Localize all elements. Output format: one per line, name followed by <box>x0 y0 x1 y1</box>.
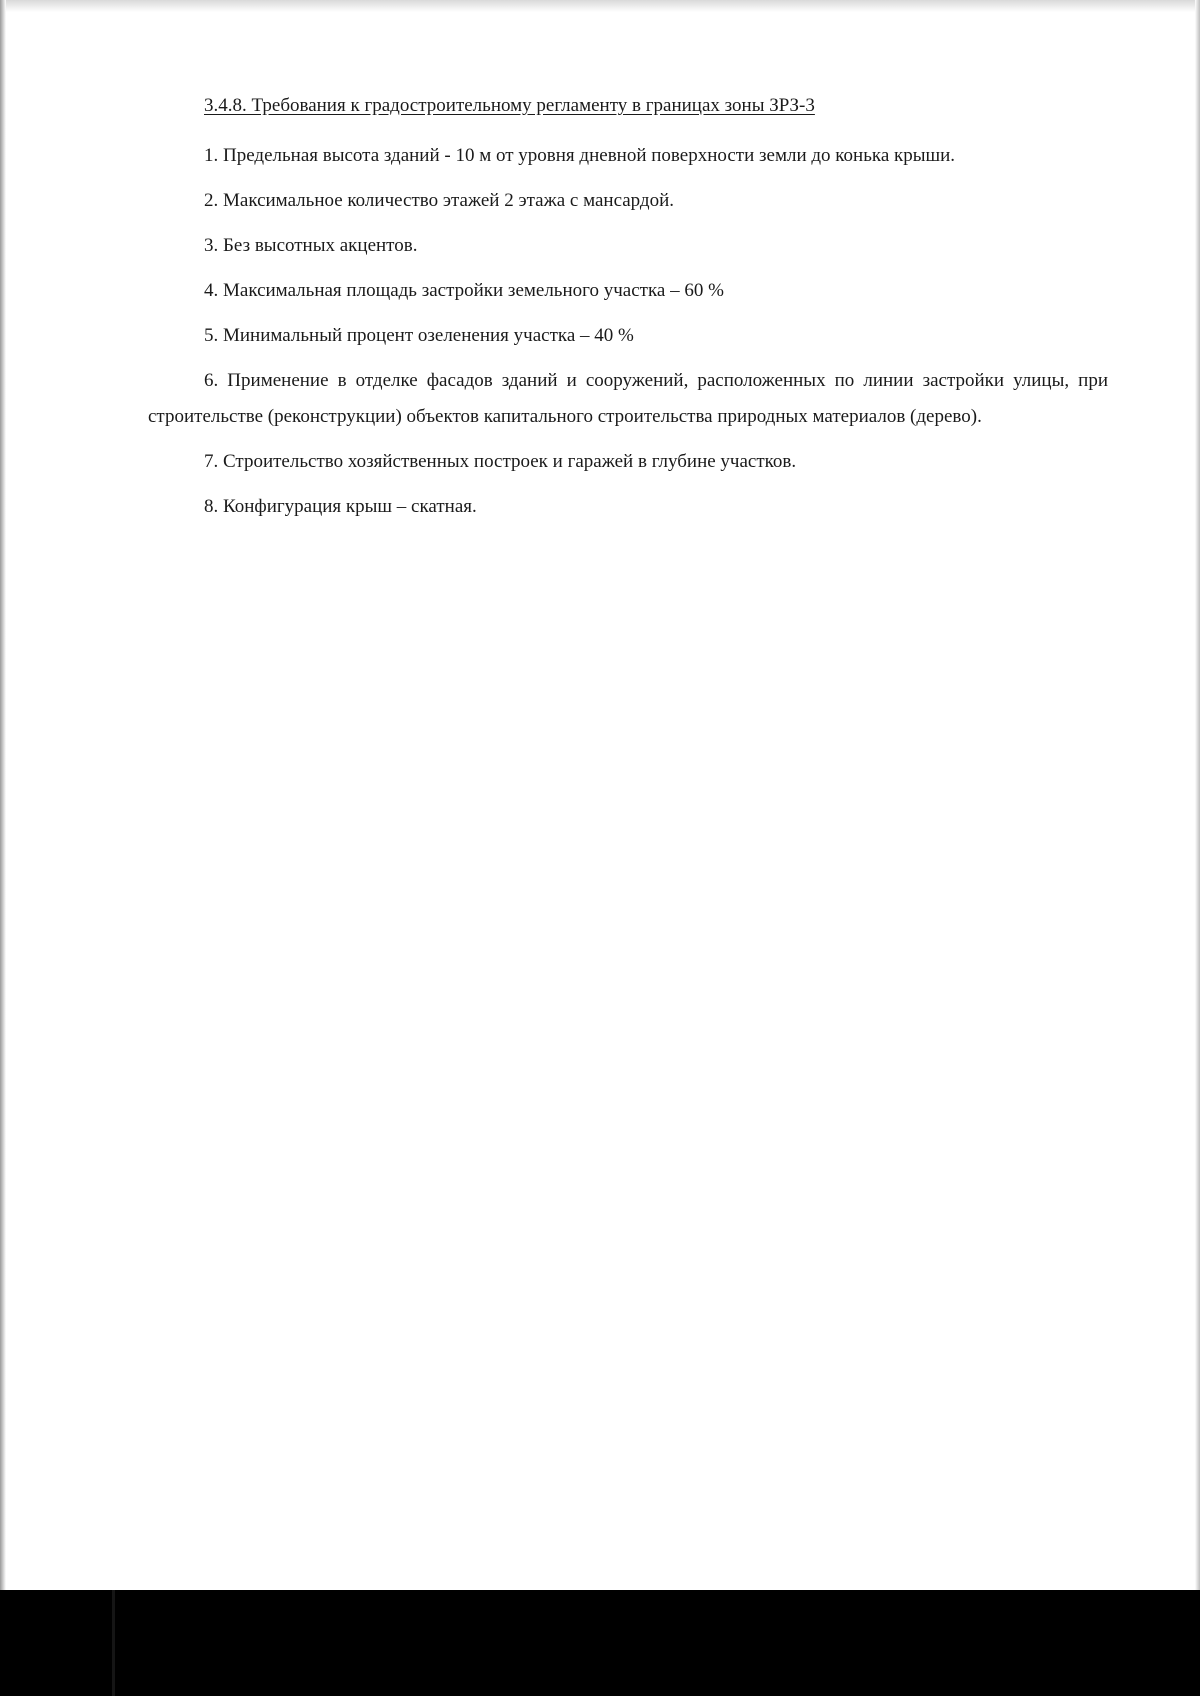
requirement-item-4: 4. Максимальная площадь застройки земельного участка – 60 % <box>204 280 724 301</box>
requirement-item-3: 3. Без высотных акцентов. <box>204 235 418 256</box>
scan-bottom-divider <box>112 1590 115 1696</box>
scan-bottom-band <box>0 1590 1200 1696</box>
requirement-item-2: 2. Максимальное количество этажей 2 этажа с мансардой. <box>204 190 675 211</box>
scan-right-edge <box>1195 0 1200 1590</box>
requirement-item-1: 1. Предельная высота зданий - 10 м от уровня дневной поверхности земли до конька крыши. <box>204 145 956 166</box>
requirement-item-5: 5. Минимальный процент озеленения участка – 40 % <box>204 325 634 346</box>
scan-top-edge <box>0 0 1200 12</box>
requirement-item-8: 8. Конфигурация крыш – скатная. <box>204 496 477 517</box>
scan-left-edge <box>0 0 6 1590</box>
document-content <box>148 88 1108 534</box>
section-heading: 3.4.8. Требования к градостроительному регламенту в границах зоны ЗРЗ-3 <box>204 95 815 116</box>
requirement-item-6: 6. Применение в отделке фасадов зданий и сооружений, расположенных по линии застройки улицы, при строительстве (реконструкции) объектов капитального строительства природных материалов (дерево). <box>148 370 1108 427</box>
requirement-item-7: 7. Строительство хозяйственных построек и гаражей в глубине участков. <box>204 451 797 472</box>
